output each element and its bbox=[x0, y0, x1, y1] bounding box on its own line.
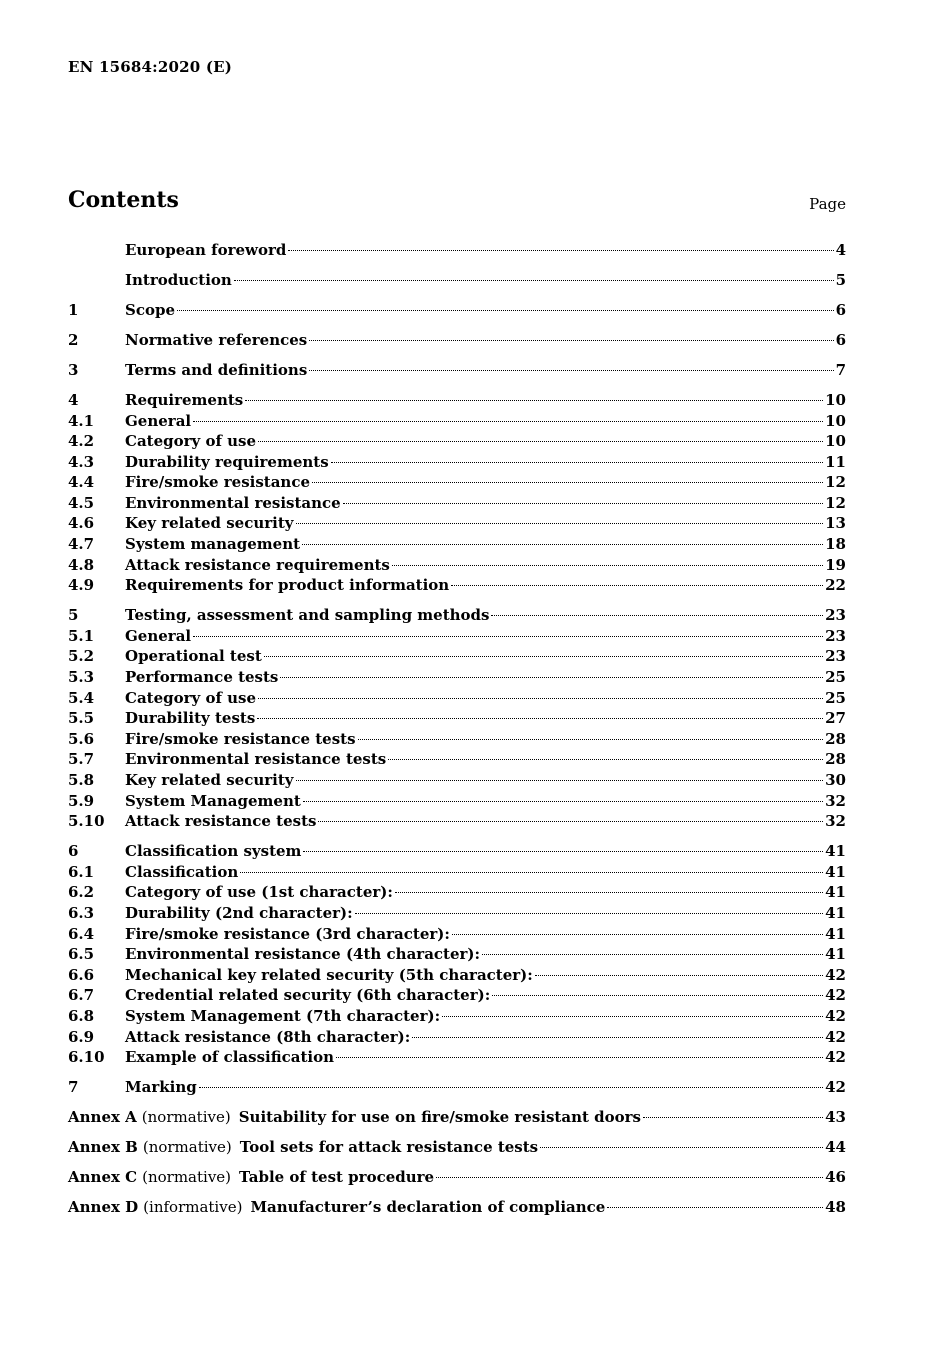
toc-entry[interactable] bbox=[68, 770, 846, 791]
dot-leader bbox=[491, 615, 823, 616]
dot-leader bbox=[535, 975, 823, 976]
toc-entry-page: 41 bbox=[825, 903, 846, 922]
toc-entry[interactable] bbox=[68, 862, 846, 883]
toc-entry-title: Testing, assessment and sampling methods bbox=[125, 606, 490, 625]
toc-entry-page: 23 bbox=[825, 647, 846, 666]
toc-entry-page: 25 bbox=[825, 688, 846, 707]
toc-entry-page: 10 bbox=[825, 432, 846, 451]
toc-entry[interactable] bbox=[68, 985, 846, 1006]
annex-title: Table of test procedure bbox=[239, 1168, 435, 1187]
toc-entry-title: Attack resistance (8th character): bbox=[125, 1027, 411, 1046]
toc-entry[interactable] bbox=[68, 534, 846, 555]
toc-entry-number: 4.6 bbox=[68, 514, 95, 533]
toc-entry-number: 5.3 bbox=[68, 668, 95, 687]
dot-leader bbox=[331, 462, 823, 463]
toc-entry-page: 12 bbox=[825, 493, 846, 512]
dot-leader bbox=[312, 482, 823, 483]
toc-entry-number: 5.7 bbox=[68, 750, 95, 769]
dot-leader bbox=[336, 1057, 823, 1058]
toc-entry[interactable] bbox=[68, 513, 846, 534]
dot-leader bbox=[452, 934, 823, 935]
toc-entry-title: System Management (7th character): bbox=[125, 1006, 441, 1025]
dot-leader bbox=[193, 636, 823, 637]
dot-leader bbox=[258, 698, 823, 699]
toc-entry[interactable] bbox=[68, 452, 846, 473]
toc-entry-page: 11 bbox=[825, 452, 846, 471]
toc-entry-page: 42 bbox=[825, 1006, 846, 1025]
toc-entry-number: 4.3 bbox=[68, 452, 95, 471]
toc-entry-title: Attack resistance requirements bbox=[125, 555, 390, 574]
toc-entry[interactable] bbox=[68, 1006, 846, 1027]
toc-entry-title: Key related security bbox=[125, 771, 294, 789]
toc-entry-number: 6.8 bbox=[68, 1006, 95, 1025]
toc-entry-page: 41 bbox=[825, 924, 846, 943]
standard-identifier: EN 15684:2020 (E) bbox=[68, 58, 233, 76]
toc-entry[interactable] bbox=[68, 924, 846, 945]
toc-entry[interactable] bbox=[68, 555, 846, 576]
toc-entry-title: General bbox=[125, 626, 192, 645]
toc-entry-title: Durability (2nd character): bbox=[125, 903, 353, 922]
toc-entry-title: Environmental resistance tests bbox=[125, 750, 387, 769]
toc-entry-page: 41 bbox=[825, 945, 846, 964]
toc-entry-title: Introduction bbox=[125, 270, 232, 289]
toc-entry[interactable] bbox=[68, 1077, 846, 1098]
toc-entry-title: System management bbox=[125, 535, 301, 554]
dot-leader bbox=[540, 1147, 823, 1148]
toc-entry[interactable] bbox=[68, 1027, 846, 1048]
dot-leader bbox=[343, 503, 823, 504]
toc-entry-page: 19 bbox=[825, 555, 846, 574]
toc-entry-title: Key related security bbox=[125, 514, 294, 533]
toc-entry-number: 4.2 bbox=[68, 432, 95, 451]
toc-entry-number: 4 bbox=[68, 390, 79, 409]
toc-entry-number: 5.2 bbox=[68, 647, 95, 666]
dot-leader bbox=[258, 441, 823, 442]
annex-label: Annex B bbox=[68, 1138, 138, 1157]
annex-label: Annex D bbox=[68, 1198, 139, 1217]
toc-entry-page: 4 bbox=[835, 241, 846, 259]
toc-header bbox=[68, 187, 846, 217]
dot-leader bbox=[193, 421, 823, 422]
toc-entry-page: 41 bbox=[825, 883, 846, 902]
toc-entry-page: 22 bbox=[825, 576, 846, 595]
toc-entry-title: European foreword bbox=[125, 241, 287, 259]
dot-leader bbox=[395, 892, 823, 893]
toc-entry-page: 13 bbox=[825, 514, 846, 533]
toc-entry-title: Operational test bbox=[125, 647, 262, 666]
toc-entry-title: System Management bbox=[125, 791, 301, 810]
dot-leader bbox=[492, 995, 823, 996]
toc-entry[interactable] bbox=[68, 729, 846, 750]
toc-entry-title: Example of classification bbox=[125, 1048, 335, 1067]
dot-leader bbox=[412, 1037, 823, 1038]
annex-type: (normative) bbox=[141, 1108, 231, 1127]
dot-leader bbox=[309, 340, 833, 341]
toc-entry-page: 25 bbox=[825, 668, 846, 687]
toc-entry-page: 42 bbox=[825, 1027, 846, 1046]
toc-entry[interactable] bbox=[68, 431, 846, 452]
toc-entry-number: 6.9 bbox=[68, 1027, 95, 1046]
toc-entry-page: 18 bbox=[825, 535, 846, 554]
toc-entry[interactable] bbox=[68, 300, 846, 321]
toc-entry-title: Normative references bbox=[125, 330, 308, 349]
toc-entry-page: 48 bbox=[825, 1198, 846, 1217]
dot-leader bbox=[296, 523, 824, 524]
toc-entry-number: 4.8 bbox=[68, 555, 95, 574]
dot-leader bbox=[358, 739, 824, 740]
dot-leader bbox=[177, 310, 834, 311]
toc-annex-entry[interactable] bbox=[68, 1197, 846, 1218]
toc-entry-title: Environmental resistance (4th character): bbox=[125, 945, 481, 964]
toc-entry-number: 5.4 bbox=[68, 688, 95, 707]
dot-leader bbox=[482, 954, 823, 955]
toc-entry[interactable] bbox=[68, 493, 846, 514]
annex-label: Annex C bbox=[68, 1168, 138, 1187]
toc-entry-title: Category of use bbox=[125, 432, 257, 451]
toc-entry-title: Terms and definitions bbox=[125, 360, 308, 379]
toc-entry-page: 42 bbox=[825, 986, 846, 1005]
toc-entry-page: 23 bbox=[825, 626, 846, 645]
dot-leader bbox=[257, 718, 823, 719]
annex-type: (normative) bbox=[142, 1138, 232, 1157]
dot-leader bbox=[355, 913, 823, 914]
dot-leader bbox=[442, 1016, 823, 1017]
dot-leader bbox=[264, 656, 823, 657]
annex-title: Suitability for use on fire/smoke resistant doors bbox=[238, 1108, 641, 1127]
contents-title: Contents bbox=[68, 187, 179, 213]
toc-entry-page: 32 bbox=[825, 812, 846, 831]
toc-entry-page: 42 bbox=[825, 1078, 846, 1097]
toc-entry-title: Requirements for product information bbox=[125, 576, 450, 595]
toc-entry-number: 5.6 bbox=[68, 729, 95, 748]
toc-entry[interactable] bbox=[68, 944, 846, 965]
dot-leader bbox=[392, 565, 823, 566]
toc-entry-number: 2 bbox=[68, 330, 79, 349]
toc-entry-number: 5 bbox=[68, 606, 79, 625]
toc-entry-title: Mechanical key related security (5th character): bbox=[125, 965, 533, 984]
dot-leader bbox=[303, 801, 823, 802]
toc-entry[interactable] bbox=[68, 965, 846, 986]
toc-entry[interactable] bbox=[68, 667, 846, 688]
toc-entry-page: 10 bbox=[825, 411, 846, 430]
annex-type: (informative) bbox=[143, 1198, 243, 1217]
toc-entry-title: General bbox=[125, 411, 192, 430]
toc-entry-page: 42 bbox=[825, 1048, 846, 1067]
toc-entry-number: 4.1 bbox=[68, 411, 95, 430]
toc-entry-title: Classification system bbox=[125, 842, 302, 861]
dot-leader bbox=[288, 250, 833, 251]
toc-entry-page: 46 bbox=[825, 1168, 846, 1187]
annex-title: Manufacturer’s declaration of compliance bbox=[250, 1198, 606, 1217]
toc-entry[interactable] bbox=[68, 626, 846, 647]
toc-entry[interactable] bbox=[68, 903, 846, 924]
toc-entry[interactable] bbox=[68, 749, 846, 770]
page-column-label: Page bbox=[809, 195, 846, 213]
dot-leader bbox=[199, 1087, 823, 1088]
toc-entry-page: 41 bbox=[825, 862, 846, 881]
toc-entry[interactable] bbox=[68, 841, 846, 862]
toc-entry-number: 4.5 bbox=[68, 493, 95, 512]
toc-entry-number: 1 bbox=[68, 300, 79, 319]
toc-entry-number: 6.2 bbox=[68, 883, 95, 902]
toc-entry-number: 6.7 bbox=[68, 986, 95, 1005]
toc-entry[interactable] bbox=[68, 240, 846, 261]
dot-leader bbox=[240, 872, 823, 873]
toc-entry-title: Performance tests bbox=[125, 668, 279, 687]
toc-annex-entry[interactable] bbox=[68, 1137, 846, 1158]
toc-entry-page: 44 bbox=[825, 1138, 846, 1157]
toc-entry-page: 27 bbox=[825, 709, 846, 728]
toc-entry-page: 43 bbox=[825, 1108, 846, 1127]
dot-leader bbox=[643, 1117, 823, 1118]
dot-leader bbox=[436, 1177, 823, 1178]
toc-entry[interactable] bbox=[68, 411, 846, 432]
dot-leader bbox=[451, 585, 823, 586]
toc-entry-title: Fire/smoke resistance (3rd character): bbox=[125, 924, 450, 943]
toc-entry-page: 6 bbox=[835, 300, 846, 319]
toc-entry-title: Attack resistance tests bbox=[125, 812, 317, 831]
toc-entry-title: Category of use (1st character): bbox=[125, 883, 393, 902]
toc-entry-page: 5 bbox=[835, 270, 846, 289]
toc-entry-number: 5.1 bbox=[68, 626, 95, 645]
toc-entry-number: 6.4 bbox=[68, 924, 95, 943]
toc-entry-title: Environmental resistance bbox=[125, 493, 341, 512]
toc-entry-title: Durability requirements bbox=[125, 452, 329, 471]
toc-entry-number: 5.5 bbox=[68, 709, 95, 728]
toc-entry[interactable] bbox=[68, 575, 846, 596]
dot-leader bbox=[234, 280, 834, 281]
toc-entry[interactable] bbox=[68, 708, 846, 729]
toc-entry[interactable] bbox=[68, 1047, 846, 1068]
table-of-contents bbox=[68, 240, 846, 1218]
toc-entry[interactable] bbox=[68, 390, 846, 411]
toc-entry[interactable] bbox=[68, 472, 846, 493]
toc-entry-title: Credential related security (6th character): bbox=[125, 986, 491, 1005]
toc-entry-title: Fire/smoke resistance bbox=[125, 473, 311, 492]
toc-entry-page: 6 bbox=[835, 330, 846, 349]
toc-entry-title: Marking bbox=[125, 1078, 197, 1097]
toc-entry-number: 5.9 bbox=[68, 791, 95, 810]
toc-entry[interactable] bbox=[68, 811, 846, 832]
dot-leader bbox=[318, 821, 823, 822]
toc-entry-title: Classification bbox=[125, 862, 239, 881]
dot-leader bbox=[388, 759, 823, 760]
toc-entry-number: 6.5 bbox=[68, 945, 95, 964]
annex-type: (normative) bbox=[142, 1168, 232, 1187]
toc-entry-title: Category of use bbox=[125, 688, 257, 707]
toc-entry-page: 23 bbox=[825, 606, 846, 625]
toc-entry-number: 6.6 bbox=[68, 965, 95, 984]
toc-entry-title: Scope bbox=[125, 300, 176, 319]
toc-entry[interactable] bbox=[68, 688, 846, 709]
toc-entry-number: 4.4 bbox=[68, 473, 95, 492]
dot-leader bbox=[296, 780, 824, 781]
toc-entry-page: 32 bbox=[825, 791, 846, 810]
toc-entry[interactable] bbox=[68, 791, 846, 812]
toc-entry-page: 12 bbox=[825, 473, 846, 492]
toc-entry-page: 7 bbox=[835, 360, 846, 379]
toc-entry-title: Durability tests bbox=[125, 709, 256, 728]
toc-entry-number: 4.7 bbox=[68, 535, 95, 554]
toc-entry-number: 5.10 bbox=[68, 812, 105, 831]
toc-entry-page: 28 bbox=[825, 750, 846, 769]
dot-leader bbox=[303, 851, 823, 852]
toc-entry-number: 5.8 bbox=[68, 771, 95, 789]
toc-entry[interactable] bbox=[68, 882, 846, 903]
toc-entry-number: 6.3 bbox=[68, 903, 95, 922]
toc-entry-page: 28 bbox=[825, 729, 846, 748]
toc-entry-page: 42 bbox=[825, 965, 846, 984]
toc-entry-number: 6.10 bbox=[68, 1048, 105, 1067]
toc-entry-title: Requirements bbox=[125, 390, 244, 409]
toc-entry-page: 30 bbox=[825, 771, 846, 789]
toc-entry[interactable] bbox=[68, 360, 846, 381]
annex-title: Tool sets for attack resistance tests bbox=[239, 1138, 539, 1157]
toc-entry[interactable] bbox=[68, 270, 846, 291]
annex-label: Annex A bbox=[68, 1108, 137, 1127]
toc-entry-number: 6 bbox=[68, 842, 79, 861]
toc-entry[interactable] bbox=[68, 646, 846, 667]
toc-entry-page: 10 bbox=[825, 390, 846, 409]
toc-entry-page: 41 bbox=[825, 842, 846, 861]
toc-entry[interactable] bbox=[68, 330, 846, 351]
dot-leader bbox=[607, 1207, 823, 1208]
dot-leader bbox=[309, 370, 833, 371]
toc-entry-title: Fire/smoke resistance tests bbox=[125, 729, 356, 748]
toc-entry-number: 6.1 bbox=[68, 862, 95, 881]
toc-annex-entry[interactable] bbox=[68, 1167, 846, 1188]
toc-annex-entry[interactable] bbox=[68, 1107, 846, 1128]
toc-entry-number: 7 bbox=[68, 1078, 79, 1097]
dot-leader bbox=[280, 677, 823, 678]
toc-entry[interactable] bbox=[68, 605, 846, 626]
toc-entry-number: 4.9 bbox=[68, 576, 95, 595]
dot-leader bbox=[302, 544, 823, 545]
toc-entry-number: 3 bbox=[68, 360, 79, 379]
dot-leader bbox=[245, 400, 823, 401]
